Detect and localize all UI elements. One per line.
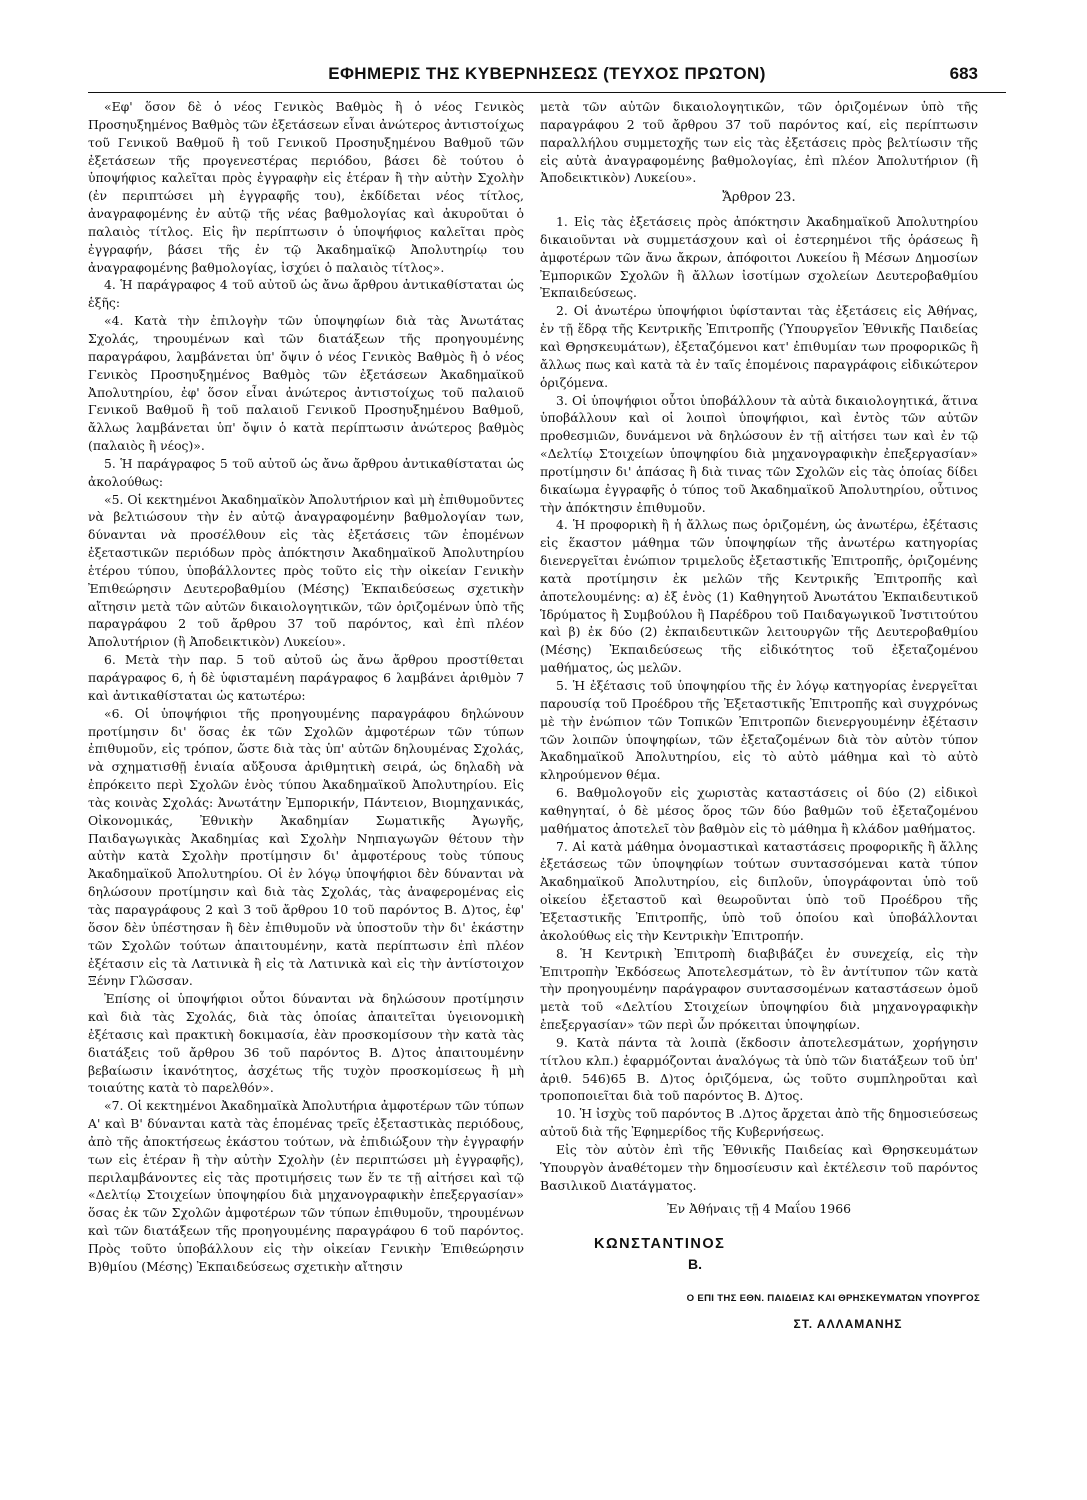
right-column: [540, 98, 978, 1334]
paragraph: 9. Κατὰ πάντα τὰ λοιπὰ (ἔκδοσιν ἀποτελεσμάτων, χορήγησιν τίτλου κλπ.) ἐφαρμόζονται ἀναλόγως τὰ ὑπὸ τῶν διατάξεων τοῦ ὑπ' ἀριθ. 546)65 Β. Δ)τος ὁριζόμενα, ὡς τοῦτο συμπληροῦται καὶ τροποποιεῖται διὰ τοῦ παρόντος Β. Δ)τος.: [540, 1034, 978, 1104]
paragraph: Εἰς τὸν αὐτὸν ἐπὶ τῆς Ἐθνικῆς Παιδείας καὶ Θρησκευμάτων Ὑπουργὸν ἀναθέτομεν τὴν δημοσίευσιν καὶ ἐκτέλεσιν τοῦ παρόντος Βασιλικοῦ Διατάγματος.: [540, 1141, 978, 1193]
minister-name: ΣΤ. ΑΛΛΑΜΑΝΗΣ: [793, 1317, 903, 1332]
king-initial: Β.: [688, 1256, 702, 1273]
minister-title: Ο ΕΠΙ ΤΗΣ ΕΘΝ. ΠΑΙΔΕΙΑΣ ΚΑΙ ΘΡΗΣΚΕΥΜΑΤΩΝ ΥΠΟΥΡΓΟΣ: [686, 1293, 980, 1305]
gazette-title: ΕΦΗΜΕΡΙΣ ΤΗΣ ΚΥΒΕΡΝΗΣΕΩΣ (ΤΕΥΧΟΣ ΠΡΩΤΟΝ): [328, 64, 766, 83]
paragraph: «5. Οἱ κεκτημένοι Ἀκαδημαϊκὸν Ἀπολυτήριον καὶ μὴ ἐπιθυμοῦντες νὰ βελτιώσουν τὴν ἐν αὐτῷ ἀναγραφομένην βαθμολογίαν των, δύνανται νὰ προσέλθουν εἰς τὰς ἐξετάσεις τῶν ἑπομένων ἐξεταστικῶν περιόδων πρὸς ἀπόκτησιν Ἀκαδημαϊκοῦ Ἀπολυτηρίου ἑτέρου τύπου, ὑποβάλλοντες πρὸς τοῦτο εἰς τὴν οἰκείαν Γενικὴν Ἐπιθεώρησιν Δευτεροβαθμίου (Μέσης) Ἐκπαιδεύσεως σχετικὴν αἴτησιν μετὰ τῶν αὐτῶν δικαιολογητικῶν, τῶν ὁριζομένων ὑπὸ τῆς παραγράφου 2 τοῦ ἄρθρου 37 τοῦ παρόντος, καὶ ἐπὶ πλέον Ἀπολυτήριον (ἢ Ἀποδεικτικὸν) Λυκείου».: [88, 491, 524, 650]
paragraph: 10. Ἡ ἰσχὺς τοῦ παρόντος Β .Δ)τος ἄρχεται ἀπὸ τῆς δημοσιεύσεως αὐτοῦ διὰ τῆς Ἐφημερίδος τῆς Κυβερνήσεως.: [540, 1106, 978, 1140]
paragraph: 7. Αἱ κατὰ μάθημα ὀνομαστικαὶ καταστάσεις προφορικῆς ἢ ἄλλης ἐξετάσεως τῶν ὑποψηφίων τούτων συντασσόμεναι κατὰ τύπον Ἀκαδημαϊκοῦ Ἀπολυτηρίου, εἰς διπλοῦν, ὑπογράφονται ὑπὸ τοῦ οἰκείου ἐξεταστοῦ καὶ θεωροῦνται ὑπὸ τοῦ Προέδρου τῆς Ἐξεταστικῆς Ἐπιτροπῆς, ὑπὸ τοῦ ὁποίου καὶ ὑποβάλλονται ἀκολούθως εἰς τὴν Κεντρικὴν Ἐπιτροπήν.: [540, 838, 978, 943]
paragraph: 4. Ἡ προφορικὴ ἢ ἡ ἄλλως πως ὁριζομένη, ὡς ἀνωτέρω, ἐξέτασις εἰς ἕκαστον μάθημα τῶν ὑποψηφίων τῆς ἀνωτέρω κατηγορίας διενεργεῖται ἐνώπιον τριμελοῦς ἐξεταστικῆς Ἐπιτροπῆς, ὁριζομένης κατὰ προτίμησιν ἐκ μελῶν τῆς Κεντρικῆς Ἐπιτροπῆς καὶ ἀποτελουμένης: α) ἐξ ἑνὸς (1) Καθηγητοῦ Ἀνωτάτου Ἐκπαιδευτικοῦ Ἱδρύματος ἢ Συμβούλου ἢ Παρέδρου τοῦ Παιδαγωγικοῦ Ἰνστιτούτου καὶ β) ἐκ δύο (2) ἐκπαιδευτικῶν λειτουργῶν τῆς Δευτεροβαθμίου (Μέσης) Ἐκπαιδεύσεως τῆς εἰδικότητος τοῦ ἐξεταζομένου μαθήματος, ὡς μελῶν.: [540, 517, 978, 676]
paragraph: «6. Οἱ ὑποψήφιοι τῆς προηγουμένης παραγράφου δηλώνουν προτίμησιν δι' ὅσας ἐκ τῶν Σχολῶν ἀμφοτέρων τῶν τύπων ἐπιθυμοῦν, εἰς τρόπον, ὥστε διὰ τὰς ὑπ' αὐτῶν δηλουμένας Σχολάς, νὰ σχηματισθῇ ἑνιαία αὔξουσα ἀριθμητικὴ σειρά, ὡς δηλαδὴ νὰ ἐπρόκειτο περὶ Σχολῶν ἑνὸς τύπου Ἀκαδημαϊκοῦ Ἀπολυτηρίου. Εἰς τὰς κοινὰς Σχολάς: Ἀνωτάτην Ἐμπορικήν, Πάντειον, Βιομηχανικάς, Οἰκονομικάς, Ἐθνικὴν Ἀκαδημίαν Σωματικῆς Ἀγωγῆς, Παιδαγωγικὰς Ἀκαδημίας καὶ Σχολὴν Νηπιαγωγῶν θέτουν τὴν αὐτὴν κατὰ Σχολὴν προτίμησιν δι' ἀμφοτέρους τοὺς τύπους Ἀκαδημαϊκοῦ Ἀπολυτηρίου. Οἱ ἐν λόγῳ ὑποψήφιοι δὲν δύνανται νὰ δηλώσουν προτίμησιν καὶ διὰ τὰς Σχολάς, τὰς ἀναφερομένας εἰς τὰς παραγράφους 2 καὶ 3 τοῦ ἄρθρου 10 τοῦ παρόντος Β. Δ)τος, ἐφ' ὅσον δὲν ὑπέστησαν ἢ δὲν ἐπιθυμοῦν νὰ ὑποστοῦν τὴν δι' ἑκάστην τῶν Σχολῶν τούτων ἀπαιτουμένην, κατὰ περίπτωσιν ἐπὶ πλέον ἐξέτασιν εἰς τὰ Λατινικὰ ἢ εἰς τὰ Λατινικὰ καὶ εἰς τὴν ἀντίστοιχον Ξένην Γλῶσσαν.: [88, 705, 524, 989]
paragraph: 6. Βαθμολογοῦν εἰς χωριστὰς καταστάσεις οἱ δύο (2) εἰδικοὶ καθηγηταί, ὁ δὲ μέσος ὅρος τῶν δύο βαθμῶν τοῦ ἐξεταζομένου μαθήματος ἀποτελεῖ τὸν βαθμὸν εἰς τὸ μάθημα ἢ κλάδον μαθήματος.: [540, 785, 978, 836]
paragraph: 3. Οἱ ὑποψήφιοι οὗτοι ὑποβάλλουν τὰ αὐτὰ δικαιολογητικά, ἅτινα ὑποβάλλουν καὶ οἱ λοιποὶ ὑποψήφιοι, καὶ ἐντὸς τῶν αὐτῶν προθεσμιῶν, δυνάμενοι νὰ δηλώσουν ἐν τῇ αἰτήσει των καὶ ἐν τῷ «Δελτίῳ Στοιχείων ὑποψηφίου διὰ μηχανογραφικὴν ἐπεξεργασίαν» προτίμησιν δι' ἁπάσας ἢ διὰ τινας τῶν Σχολῶν εἰς τὰς ὁποίας δίδει δικαίωμα ἐγγραφῆς ὁ τύπος τοῦ Ἀκαδημαϊκοῦ Ἀπολυτηρίου, οὗτινος τὴν ἀπόκτησιν ἐπιθυμοῦν.: [540, 392, 978, 515]
date-line: Ἐν Ἀθήναις τῇ 4 Μαΐου 1966: [667, 1201, 851, 1217]
paragraph: μετὰ τῶν αὐτῶν δικαιολογητικῶν, τῶν ὁριζομένων ὑπὸ τῆς παραγράφου 2 τοῦ ἄρθρου 37 τοῦ παρόντος καί, εἰς περίπτωσιν παραλλήλου συμμετοχῆς των εἰς τὰς ἐξετάσεις πρὸς βελτίωσιν τῆς εἰς αὐτὰ ἀναγραφομένης βαθμολογίας, ἐπὶ πλέον Ἀπολυτήριον (ἢ Ἀποδεικτικὸν) Λυκείου».: [540, 99, 978, 186]
king-signature: ΚΩΝΣΤΑΝΤΙΝΟΣ: [594, 1236, 726, 1253]
paragraph: «4. Κατὰ τὴν ἐπιλογὴν τῶν ὑποψηφίων διὰ τὰς Ἀνωτάτας Σχολάς, τηρουμένων καὶ τῶν διατάξεων τῆς προηγουμένης παραγράφου, λαμβάνεται ὑπ' ὄψιν ὁ νέος Γενικὸς Βαθμὸς ἢ ὁ νέος Γενικὸς Προσηυξημένος Βαθμὸς τῶν ἐξετάσεων Ἀκαδημαϊκοῦ Ἀπολυτηρίου, ἐφ' ὅσον εἶναι ἀνώτερος ἀντιστοίχως τοῦ παλαιοῦ Γενικοῦ Βαθμοῦ ἢ τοῦ παλαιοῦ Γενικοῦ Προσηυξημένου Βαθμοῦ, ἄλλως λαμβάνεται ὑπ' ὄψιν ὁ κατὰ περίπτωσιν ἀνώτερος βαθμὸς (παλαιὸς ἢ νέος)».: [88, 313, 524, 454]
paragraph: 5. Ἡ ἐξέτασις τοῦ ὑποψηφίου τῆς ἐν λόγῳ κατηγορίας ἐνεργεῖται παρουσίᾳ τοῦ Προέδρου τῆς Ἐξεταστικῆς Ἐπιτροπῆς καὶ συγχρόνως μὲ τὴν ἐνώπιον τῶν Τοπικῶν Ἐπιτροπῶν διενεργουμένην ἐξέτασιν τῶν λοιπῶν ὑποψηφίων, τῶν ἐξεταζομένων διὰ τὸν αὐτὸν τύπον Ἀκαδημαϊκοῦ Ἀπολυτηρίου, εἰς τὸ αὐτὸ μάθημα καὶ τὸ αὐτὸ κληρούμενον θέμα.: [540, 678, 978, 783]
paragraph: «7. Οἱ κεκτημένοι Ἀκαδημαϊκὰ Ἀπολυτήρια ἀμφοτέρων τῶν τύπων Α' καὶ Β' δύνανται κατὰ τὰς ἑπομένας τρεῖς ἐξεταστικὰς περιόδους, ἀπὸ τῆς ἀποκτήσεως ἑκάστου τούτων, νὰ ἐπιδιώξουν τὴν ἐγγραφήν των εἰς ἑτέραν ἢ τὴν αὐτὴν Σχολὴν (ἐν περιπτώσει μὴ ἐγγραφῆς), περιλαμβάνοντες εἰς τὰς προτιμήσεις των ἕν τε τῇ αἰτήσει καὶ τῷ «Δελτίῳ Στοιχείων ὑποψηφίου διὰ μηχανογραφικὴν ἐπεξεργασίαν» ὅσας ἐκ τῶν Σχολῶν ἀμφοτέρων τῶν τύπων ἐπιθυμοῦν, τηρουμένων καὶ τῶν διατάξεων τῆς προηγουμένης παραγράφου 6 τοῦ παρόντος. Πρὸς τοῦτο ὑποβάλλουν εἰς τὴν οἰκείαν Γενικὴν Ἐπιθεώρησιν Β)θμίου (Μέσης) Ἐκπαιδεύσεως σχετικὴν αἴτησιν: [88, 1098, 524, 1274]
paragraph: 5. Ἡ παράγραφος 5 τοῦ αὐτοῦ ὡς ἄνω ἄρθρου ἀντικαθίσταται ὡς ἀκολούθως:: [88, 455, 524, 489]
paragraph: Ἐπίσης οἱ ὑποψήφιοι οὗτοι δύνανται νὰ δηλώσουν προτίμησιν καὶ διὰ τὰς Σχολάς, διὰ τὰς ὁποίας ἀπαιτεῖται ὑγειονομικὴ ἐξέτασις καὶ πρακτικὴ δοκιμασία, ἐὰν προσκομίσουν τὴν κατὰ τὰς διατάξεις τοῦ ἄρθρου 36 τοῦ παρόντος Β. Δ)τος ἀπαιτουμένην βεβαίωσιν ἱκανότητος, ἀσχέτως τῆς τυχὸν προσκομίσεως ἢ μὴ τοιαύτης κατὰ τὸ παρελθόν».: [88, 991, 524, 1096]
left-column: [88, 98, 524, 1276]
page-number: 683: [949, 64, 978, 83]
page-header: [88, 64, 1006, 93]
paragraph: 6. Μετὰ τὴν παρ. 5 τοῦ αὐτοῦ ὡς ἄνω ἄρθρου προστίθεται παράγραφος 6, ἡ δὲ ὑφισταμένη παράγραφος 6 λαμβάνει ἀριθμὸν 7 καὶ ἀντικαθίσταται ὡς κατωτέρω:: [88, 652, 524, 703]
paragraph: 1. Εἰς τὰς ἐξετάσεις πρὸς ἀπόκτησιν Ἀκαδημαϊκοῦ Ἀπολυτηρίου δικαιοῦνται νὰ συμμετάσχουν καὶ οἱ ἐστερημένοι τῆς ὁράσεως ἢ ἀμφοτέρων τῶν ἄνω ἄκρων, ἀπόφοιτοι Λυκείου ἢ Μέσων Δημοσίων Ἐμπορικῶν Σχολῶν ἢ ἄλλων ἰσοτίμων σχολείων Δευτεροβαθμίου Ἐκπαιδεύσεως.: [540, 214, 978, 301]
paragraph: 2. Οἱ ἀνωτέρω ὑποψήφιοι ὑφίστανται τὰς ἐξετάσεις εἰς Ἀθήνας, ἐν τῇ ἕδρᾳ τῆς Κεντρικῆς Ἐπιτροπῆς (Ὑπουργεῖον Ἐθνικῆς Παιδείας καὶ Θρησκευμάτων), ἐξεταζόμενοι κατ' ἐπιθυμίαν των προφορικῶς ἢ ἄλλως πως καὶ κατὰ τὰ ἐν ταῖς ἑπομένοις παραγράφοις εἰδικώτερον ὁριζόμενα.: [540, 303, 978, 390]
paragraph: 8. Ἡ Κεντρικὴ Ἐπιτροπὴ διαβιβάζει ἐν συνεχείᾳ, εἰς τὴν Ἐπιτροπὴν Ἐκδόσεως Ἀποτελεσμάτων, τὸ ἓν ἀντίτυπον τῶν κατὰ τὴν προηγουμένην παράγραφον συντασσομένων καταστάσεων ὁμοῦ μετὰ τοῦ «Δελτίου Στοιχείων ὑποψηφίου διὰ μηχανογραφικὴν ἐπεξεργασίαν» τῶν περὶ ὧν πρόκειται ὑποψηφίων.: [540, 945, 978, 1033]
paragraph: «Εφ' ὅσον δὲ ὁ νέος Γενικὸς Βαθμὸς ἢ ὁ νέος Γενικὸς Προσηυξημένος Βαθμὸς τῶν ἐξετάσεων εἶναι ἀνώτερος ἀντιστοίχως τοῦ Γενικοῦ Βαθμοῦ ἢ τοῦ Γενικοῦ Προσηυξημένου Βαθμοῦ τῶν ἐξετάσεων τῆς προγενεστέρας περιόδου, βάσει δὲ τούτου ὁ ὑποψήφιος καλεῖται πρὸς ἐγγραφὴν εἰς ἑτέραν ἢ τὴν αὐτὴν Σχολὴν (ἐν περιπτώσει μὴ ἐγγραφῆς του), ἐκδίδεται νέος τίτλος, ἀναγραφομένης ἐν αὐτῷ τῆς νέας βαθμολογίας καὶ ἀκυροῦται ὁ παλαιὸς τίτλος. Εἰς ἣν περίπτωσιν ὁ ὑποψήφιος καλεῖται πρὸς ἐγγραφήν, βάσει τῆς ἐν τῷ Ἀκαδημαϊκῷ Ἀπολυτηρίῳ του ἀναγραφομένης βαθμολογίας, ἰσχύει ὁ παλαιὸς τίτλος».: [88, 99, 524, 275]
paragraph: 4. Ἡ παράγραφος 4 τοῦ αὐτοῦ ὡς ἄνω ἄρθρου ἀντικαθίσταται ὡς ἑξῆς:: [88, 277, 524, 311]
article-heading: Ἄρθρον 23.: [722, 190, 796, 206]
